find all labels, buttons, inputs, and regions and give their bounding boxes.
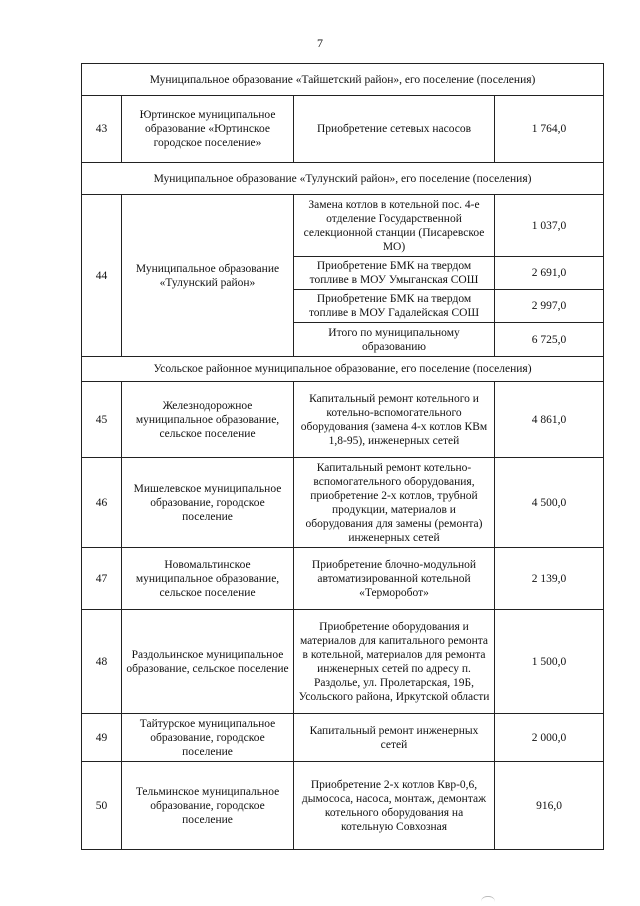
section-title-tulun: Муниципальное образование «Тулунский район», его поселение (поселения) [82, 163, 604, 195]
activity-cell: Приобретение блочно-модульной автоматизированной котельной «Терморобот» [294, 548, 495, 610]
amount-cell: 2 691,0 [495, 257, 604, 290]
total-label: Итого по муниципальному образованию [294, 323, 495, 357]
table-row [82, 610, 604, 714]
municipality-name: Муниципальное образование «Тулунский район» [122, 195, 294, 357]
activity-cell: Приобретение БМК на твердом топливе в МОУ Умыганская СОШ [294, 257, 495, 290]
activity-cell: Приобретение БМК на твердом топливе в МОУ Гадалейская СОШ [294, 290, 495, 323]
activity-cell: Капитальный ремонт котельно-вспомогательного оборудования, приобретение 2-х котлов, трубной продукции, материалов и оборудования для замены (ремонта) инженерных сетей [294, 458, 495, 548]
municipality-name: Новомальтинское муниципальное образование, сельское поселение [122, 548, 294, 610]
municipality-name: Железнодорожное муниципальное образование, сельское поселение [122, 382, 294, 458]
table-row [82, 714, 604, 762]
amount-cell: 1 037,0 [495, 195, 604, 257]
amount-cell: 1 764,0 [495, 96, 604, 163]
amount-cell: 2 000,0 [495, 714, 604, 762]
table-row [82, 548, 604, 610]
activity-cell: Капитальный ремонт котельного и котельно-вспомогательного оборудования (замена 4-х котлов КВм 1,8-95), инженерных сетей [294, 382, 495, 458]
municipality-name: Раздольинское муниципальное образование, сельское поселение [122, 610, 294, 714]
activity-cell: Замена котлов в котельной пос. 4-е отделение Государственной селекционной станции (Писаревское МО) [294, 195, 495, 257]
activity-cell: Приобретение 2-х котлов Квр-0,6, дымососа, насоса, монтаж, демонтаж котельного оборудования на котельную Совхозная [294, 762, 495, 850]
amount-cell: 916,0 [495, 762, 604, 850]
section-row [82, 357, 604, 382]
table-row [82, 458, 604, 548]
section-row [82, 163, 604, 195]
funding-table [81, 63, 604, 850]
municipality-name: Тельминское муниципальное образование, городское поселение [122, 762, 294, 850]
activity-cell: Приобретение оборудования и материалов для капитального ремонта в котельной, материалов для ремонта инженерных сетей по адресу п. Раздолье, ул. Пролетарская, 19Б, Усольского района, Иркутской области [294, 610, 495, 714]
row-number: 50 [82, 762, 122, 850]
page-number: 7 [317, 36, 323, 50]
row-number: 48 [82, 610, 122, 714]
row-number: 44 [82, 195, 122, 357]
section-title-usolye: Усольское районное муниципальное образование, его поселение (поселения) [82, 357, 604, 382]
row-number: 45 [82, 382, 122, 458]
amount-cell: 1 500,0 [495, 610, 604, 714]
row-number: 46 [82, 458, 122, 548]
amount-cell: 4 861,0 [495, 382, 604, 458]
table-row [82, 382, 604, 458]
municipality-name: Мишелевское муниципальное образование, городское поселение [122, 458, 294, 548]
row-number: 43 [82, 96, 122, 163]
row-number: 49 [82, 714, 122, 762]
table-row [82, 96, 604, 163]
section-row [82, 64, 604, 96]
municipality-name: Юртинское муниципальное образование «Юртинское городское поселение» [122, 96, 294, 163]
amount-cell: 2 997,0 [495, 290, 604, 323]
municipality-name: Тайтурское муниципальное образование, городское поселение [122, 714, 294, 762]
table-row [82, 195, 604, 257]
activity-cell: Капитальный ремонт инженерных сетей [294, 714, 495, 762]
section-title-taishet: Муниципальное образование «Тайшетский район», его поселение (поселения) [82, 64, 604, 96]
table-row [82, 762, 604, 850]
total-amount: 6 725,0 [495, 323, 604, 357]
amount-cell: 4 500,0 [495, 458, 604, 548]
activity-cell: Приобретение сетевых насосов [294, 96, 495, 163]
row-number: 47 [82, 548, 122, 610]
amount-cell: 2 139,0 [495, 548, 604, 610]
